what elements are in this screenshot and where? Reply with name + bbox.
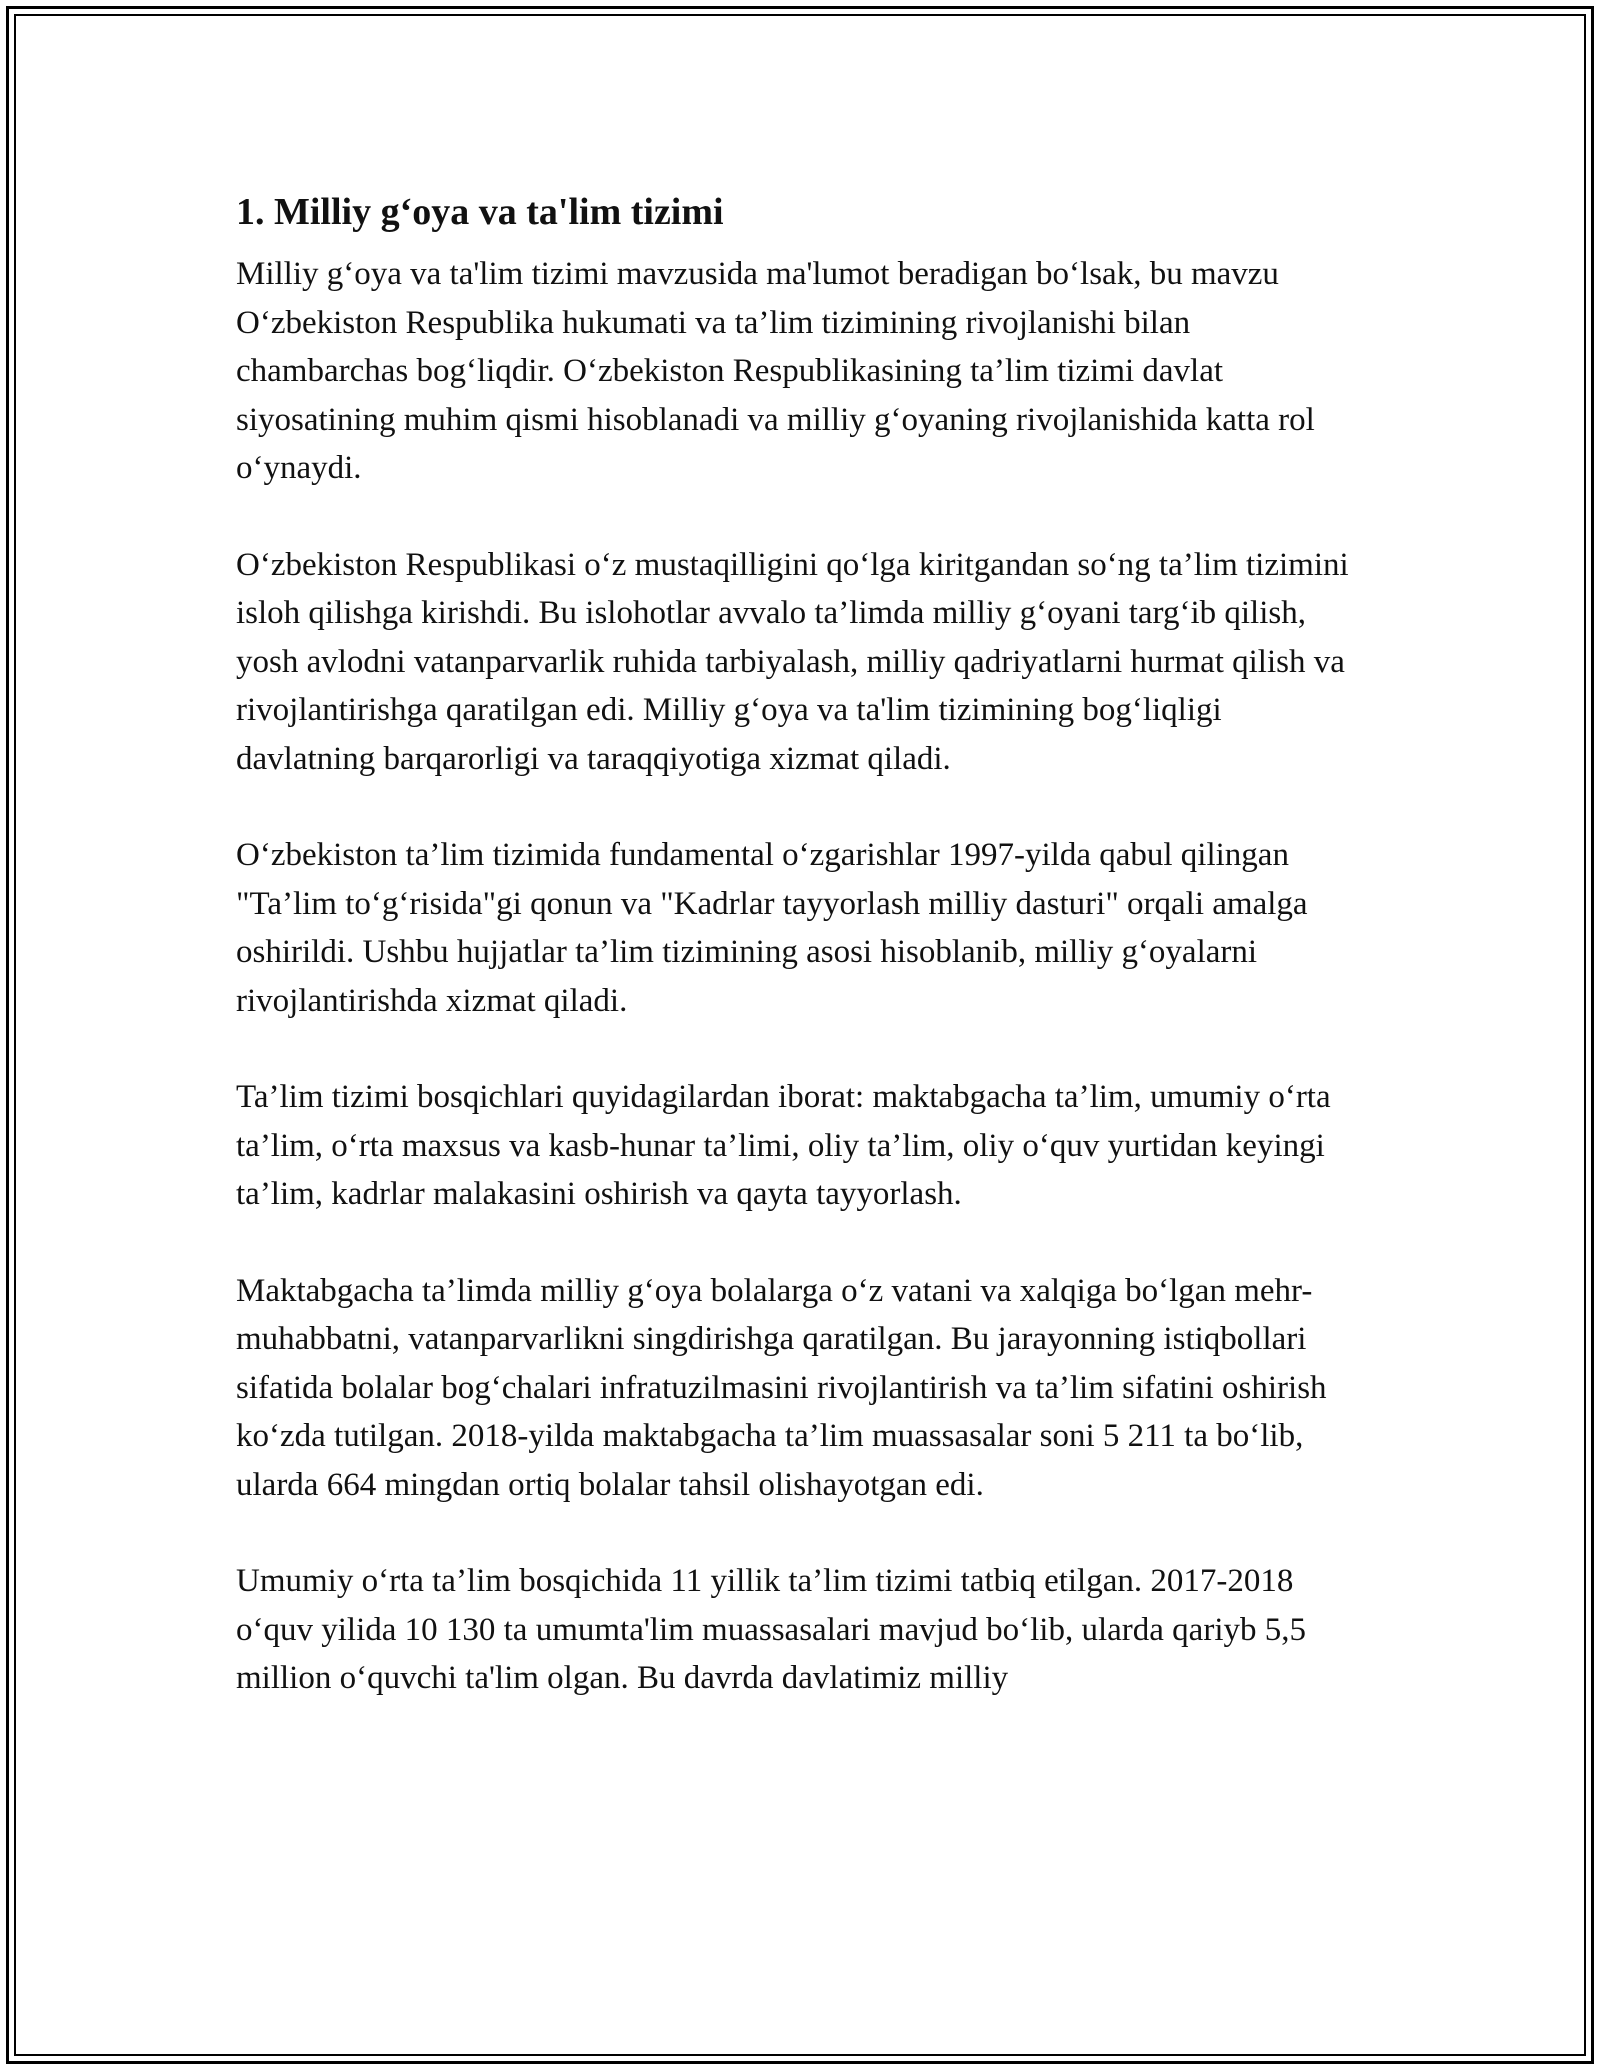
paragraph-general-secondary: Umumiy o‘rta ta’lim bosqichida 11 yillik ta’lim tizimi tatbiq etilgan. 2017-2018 o‘quv yilida 10 130 ta umumta'lim muassasalari mavjud bo‘lib, ularda qariyb 5,5 million o‘quvchi ta'lim olgan. Bu davrda davlatimiz milliy [236, 1563, 1306, 1696]
paragraph-preschool: Maktabgacha ta’limda milliy g‘oya bolalarga o‘z vatani va xalqiga bo‘lgan mehr-muhabbatni, vatanparvarlikni singdirishga qaratilgan. Bu jarayonning istiqbollari sifatida bolalar bog‘chalari infratuzilmasini rivojlantirish va ta’lim sifatini oshirish ko‘zda tutilgan. 2018-yilda maktabgacha ta’lim muassasalar soni 5 211 ta bo‘lib, ularda 664 mingdan ortiq bolalar tahsil olishayotgan edi. [236, 1272, 1327, 1503]
document-title: 1. Milliy g‘oya va ta'lim tizimi [236, 191, 724, 233]
document-body [236, 186, 1366, 1751]
paragraph-laws: O‘zbekiston ta’lim tizimida fundamental o‘zgarishlar 1997-yilda qabul qilingan "Ta’lim to‘g‘risida"gi qonun va "Kadrlar tayyorlash milliy dasturi" orqali amalga oshirildi. Ushbu hujjatlar ta’lim tizimining asosi hisoblanib, milliy g‘oyalarni rivojlantirishda xizmat qiladi. [236, 837, 1308, 1019]
paragraph-stages: Ta’lim tizimi bosqichlari quyidagilardan iborat: maktabgacha ta’lim, umumiy o‘rta ta’lim, o‘rta maxsus va kasb-hunar ta’limi, oliy ta’lim, oliy o‘quv yurtidan keyingi ta’lim, kadrlar malakasini oshirish va qayta tayyorlash. [236, 1079, 1331, 1212]
paragraph-reforms: O‘zbekiston Respublikasi o‘z mustaqilligini qo‘lga kiritgandan so‘ng ta’lim tizimini isloh qilishga kirishdi. Bu islohotlar avvalo ta’limda milliy g‘oyani targ‘ib qilish, yosh avlodni vatanparvarlik ruhida tarbiyalash, milliy qadriyatlarni hurmat qilish va rivojlantirishga qaratilgan edi. Milliy g‘oya va ta'lim tizimining bog‘liqligi davlatning barqarorligi va taraqqiyotiga xizmat qiladi. [236, 546, 1349, 777]
paragraph-intro: Milliy g‘oya va ta'lim tizimi mavzusida ma'lumot beradigan bo‘lsak, bu mavzu O‘zbekiston Respublika hukumati va ta’lim tizimining rivojlanishi bilan chambarchas bog‘liqdir. O‘zbekiston Respublikasining ta’lim tizimi davlat siyosatining muhim qismi hisoblanadi va milliy g‘oyaning rivojlanishida katta rol o‘ynaydi. [236, 256, 1315, 486]
